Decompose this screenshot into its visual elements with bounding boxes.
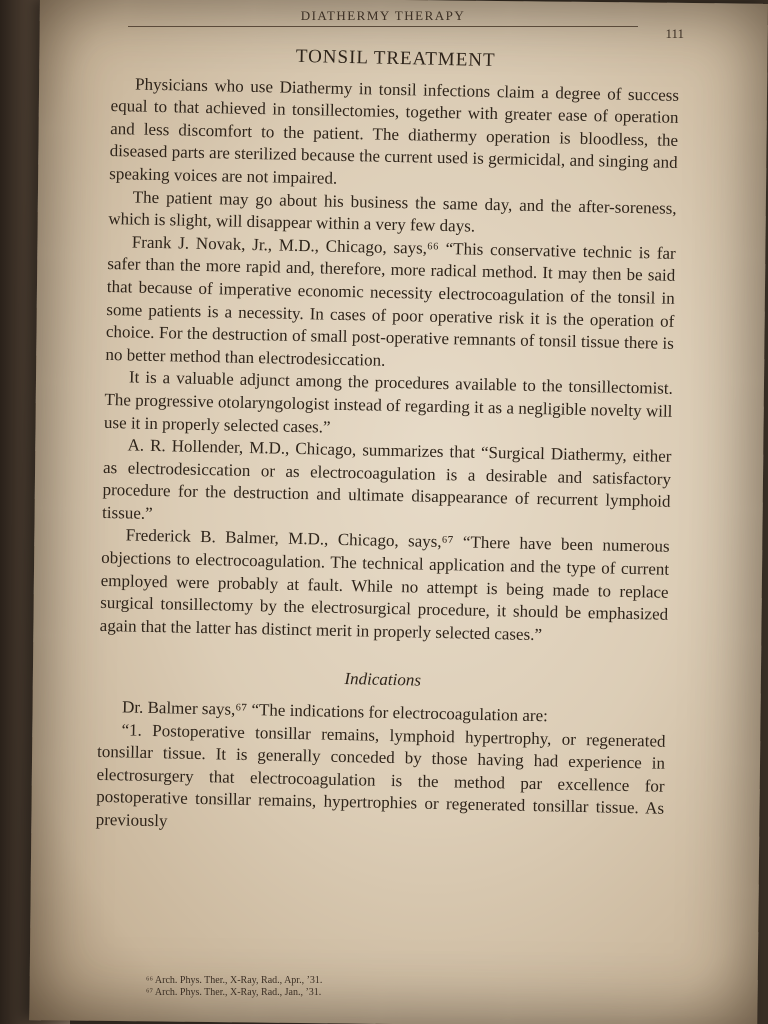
running-title: DIATHERMY THERAPY xyxy=(300,8,466,23)
footnote: ⁶⁷ Arch. Phys. Ther., X-Ray, Rad., Jan., ’31. xyxy=(146,987,322,998)
header-rule xyxy=(128,26,638,27)
paragraph: Frank J. Novak, Jr., M.D., Chicago, says,⁶⁶ “This conservative technic is far safer than the more rapid and, therefore, more radical method. It may then be said that because of imperative economic necessity electrocoagulation of the tonsil in some patients is a necessity. In cases of poor operative risk it is the operation of choice. For the destruction of small post-operative remnants of tonsil tissue there is no better method than electrodesiccation. xyxy=(105,232,676,370)
paragraph: Dr. Balmer says,⁶⁷ “The indications for electrocoagulation are: xyxy=(121,697,549,726)
subheading-indications: Indications xyxy=(344,669,422,691)
paragraph: “1. Postoperative tonsillar remains, lymphoid hypertrophy, or regenerated tonsillar tissue. It is generally conceded by those having had experience in electrosurgery that electrocoagulation is the method par excellence for postoperative tonsillar remains, hypertrophies or regenerated tonsillar tissue. As previously xyxy=(95,719,666,831)
paragraph: It is a valuable adjunct among the procedures available to the tonsillectomist. The progressive otolaryngologist instead of regarding it as a negligible novelty will use it in properly selected cases.” xyxy=(103,367,674,437)
footnotes xyxy=(146,975,322,999)
footnote: ⁶⁶ Arch. Phys. Ther., X-Ray, Rad., Apr., ’31. xyxy=(146,975,323,986)
paragraph: Frederick B. Balmer, M.D., Chicago, says,⁶⁷ “There have been numerous objections to electrocoagulation. The technical application and the type of current employed were probably at fault. While no attempt is being made to replace surgical tonsillectomy by the electrosurgical procedure, it should be emphasized again that the latter has distinct merit in properly selected cases.” xyxy=(99,525,670,644)
section-title: TONSIL TREATMENT xyxy=(295,45,496,72)
paragraph: A. R. Hollender, M.D., Chicago, summarizes that “Surgical Diathermy, either as electrodesiccation or as electrocoagulation is a desirable and satisfactory procedure for the destruction and ultimate disappearance of recurrent lymphoid tissue.” xyxy=(101,435,672,523)
page-body xyxy=(95,42,679,843)
page-number: 111 xyxy=(665,26,684,41)
running-header xyxy=(88,4,684,42)
paragraph: The patient may go about his business the same day, and the after-soreness, which is slight, will disappear within a very few days. xyxy=(108,187,677,236)
paragraph: Physicians who use Diathermy in tonsil infections claim a degree of success equal to that achieved in tonsillectomies, together with greater ease of operation and less discomfort to the patient. The diathermy operation is bloodless, the diseased parts are sterilized because the current used is germicidal, and singing and speaking voices are not impaired. xyxy=(109,74,680,188)
